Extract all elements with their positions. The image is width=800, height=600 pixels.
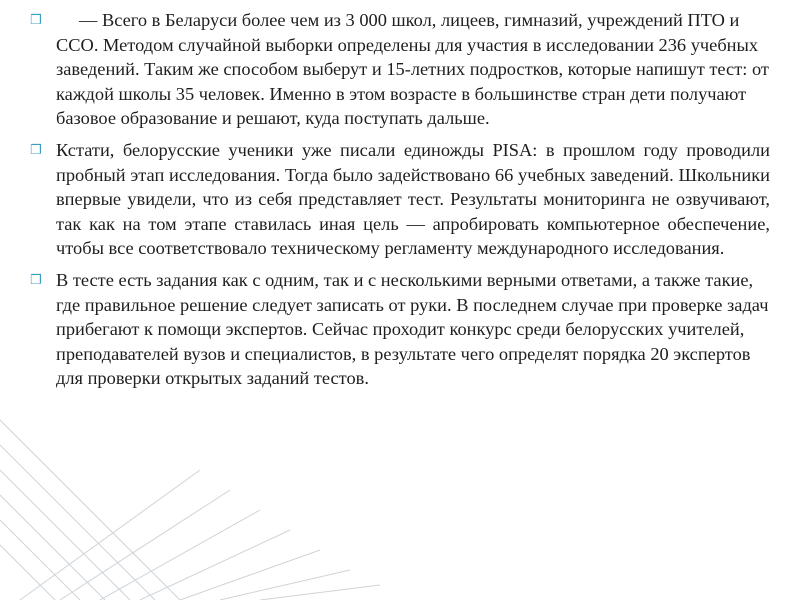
bullet-paragraph-2 <box>30 138 770 261</box>
bullet-marker-icon: ❒ <box>30 13 42 28</box>
paragraph-text: В тесте есть задания как с одним, так и с несколькими верными ответами, а также такие, где правильное решение следует записать от руки. В последнем случае при проверке задач прибегают к помощи экспертов. Сейчас проходит конкурс среди белорусских учителей, преподавателей вузов и специалистов, в результате чего определят порядка 20 экспертов для проверки открытых заданий тестов. <box>56 269 769 389</box>
slide-body <box>30 8 774 398</box>
bullet-marker-icon: ❒ <box>30 272 42 288</box>
paragraph-text: — Всего в Беларуси более чем из 3 000 школ, лицеев, гимназий, учреждений ПТО и ССО. Методом случайной выборки определены для участия в исследовании 236 учебных заведений. Таким же способом выберут и 15-летних подростков, которые напишут тест: от каждой школы 35 человек. Именно в этом возрасте в большинстве стран дети получают базовое образование и решают, куда поступать дальше. <box>56 10 774 129</box>
bullet-paragraph-1 <box>30 8 774 131</box>
bullet-paragraph-3 <box>30 268 770 391</box>
bullet-marker-icon: ❒ <box>30 142 42 158</box>
paragraph-text: Кстати, белорусские ученики уже писали единожды PISA: в прошлом году проводили пробный этап исследования. Тогда было задействовано 66 учебных заведений. Школьники впервые увидели, что из себя представляет тест. Результаты мониторинга не озвучивают, так как на том этапе ставилась иная цель — апробировать компьютерное обеспечение, чтобы все соответствовало техническому регламенту международного исследования. <box>56 139 770 259</box>
